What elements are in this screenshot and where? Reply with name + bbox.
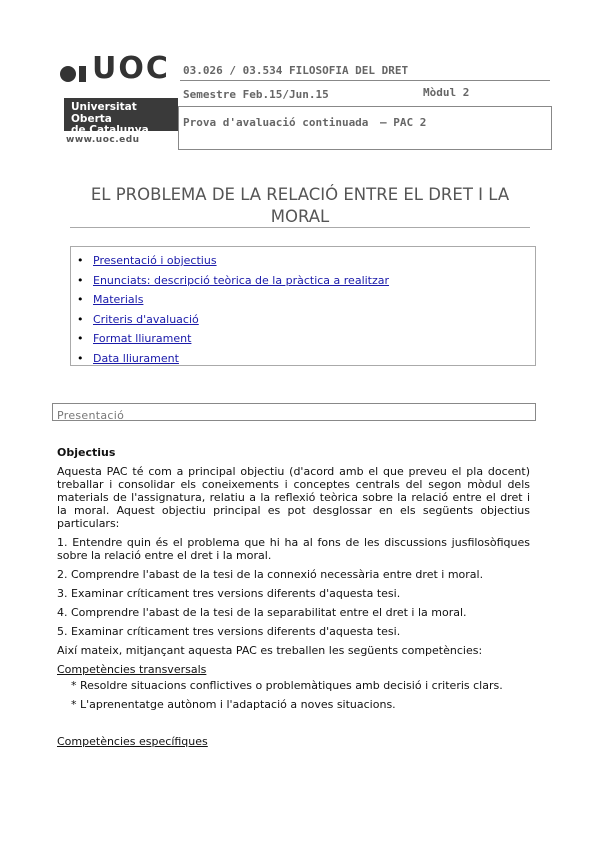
university-name-line1: Universitat Oberta	[71, 101, 137, 125]
toc-link-materials[interactable]: Materials	[93, 293, 144, 306]
toc-link-format[interactable]: Format lliurament	[93, 332, 192, 345]
title-underline	[70, 227, 530, 228]
transversal-competences-heading: Competències transversals	[57, 663, 207, 676]
logo-dot-icon	[60, 66, 76, 82]
objective-item: 5. Examinar críticament tres versions diferents d'aquesta tesi.	[57, 625, 401, 638]
university-url: www.uoc.edu	[66, 135, 140, 145]
section-label: Presentació	[57, 409, 125, 422]
university-badge	[64, 98, 178, 136]
toc-item	[93, 310, 535, 330]
objective-item: 1. Entendre quin és el problema que hi ha al fons de les discussions jusfilosòfiques sobre la relació entre el dret i la moral.	[57, 536, 530, 562]
toc-item	[93, 290, 535, 310]
transversal-competence-item: * Resoldre situacions conflictives o problemàtiques amb decisió i criteris clars.	[71, 679, 503, 692]
objectives-section	[57, 446, 530, 751]
semester-label: Semestre Feb.15/Jun.15	[183, 88, 329, 101]
header-divider	[180, 80, 550, 81]
objective-item: 2. Comprendre l'abast de la tesi de la connexió necessària entre dret i moral.	[57, 568, 484, 581]
pac-label: – PAC 2	[380, 116, 427, 129]
university-name-line2: de Catalunya	[71, 124, 149, 136]
toc-link-data[interactable]: Data lliurament	[93, 351, 179, 365]
objective-item: 4. Comprendre l'abast de la tesi de la separabilitat entre el dret i la moral.	[57, 606, 467, 619]
objectives-intro: Aquesta PAC té com a principal objectiu (d'acord amb el que preveu el pla docent) treballar i consolidar els coneixements i conceptes centrals del segon mòdul dels materials de l'assignatura, relatiu a la reflexió teòrica sobre la relació entre el dret i la moral. Aquest objectiu principal es pot desglossar en els següents objectius particulars:	[57, 465, 530, 530]
toc-item	[93, 271, 535, 291]
table-of-contents	[70, 246, 536, 366]
competences-intro: Així mateix, mitjançant aquesta PAC es treballen les següents competències:	[57, 644, 483, 657]
logo-wordmark: UOC	[92, 51, 170, 86]
title-line-1: EL PROBLEMA DE LA RELACIÓ ENTRE EL DRET I LA	[90, 185, 510, 204]
transversal-competence-item: * L'aprenentatge autònom i l'adaptació a noves situacions.	[71, 698, 396, 711]
toc-link-criteris[interactable]: Criteris d'avaluació	[93, 312, 199, 326]
toc-item	[93, 329, 535, 349]
page-title	[40, 184, 560, 228]
logo-bar-icon	[79, 66, 86, 82]
toc-item	[93, 349, 535, 369]
specific-competences-heading: Competències específiques	[57, 735, 208, 748]
toc-item	[93, 251, 535, 271]
section-header	[52, 403, 536, 421]
objectives-heading: Objectius	[57, 446, 116, 459]
module-label: Mòdul 2	[423, 86, 470, 99]
objective-item: 3. Examinar críticament tres versions diferents d'aquesta tesi.	[57, 587, 401, 600]
assessment-label: Prova d'avaluació continuada	[183, 116, 369, 129]
toc-link-presentacio[interactable]: Presentació i objectius	[93, 254, 217, 267]
toc-link-enunciats[interactable]: Enunciats: descripció teòrica de la pràctica a realitzar	[93, 273, 390, 287]
course-title: 03.026 / 03.534 FILOSOFIA DEL DRET	[183, 64, 409, 77]
title-line-2: MORAL	[270, 207, 330, 226]
